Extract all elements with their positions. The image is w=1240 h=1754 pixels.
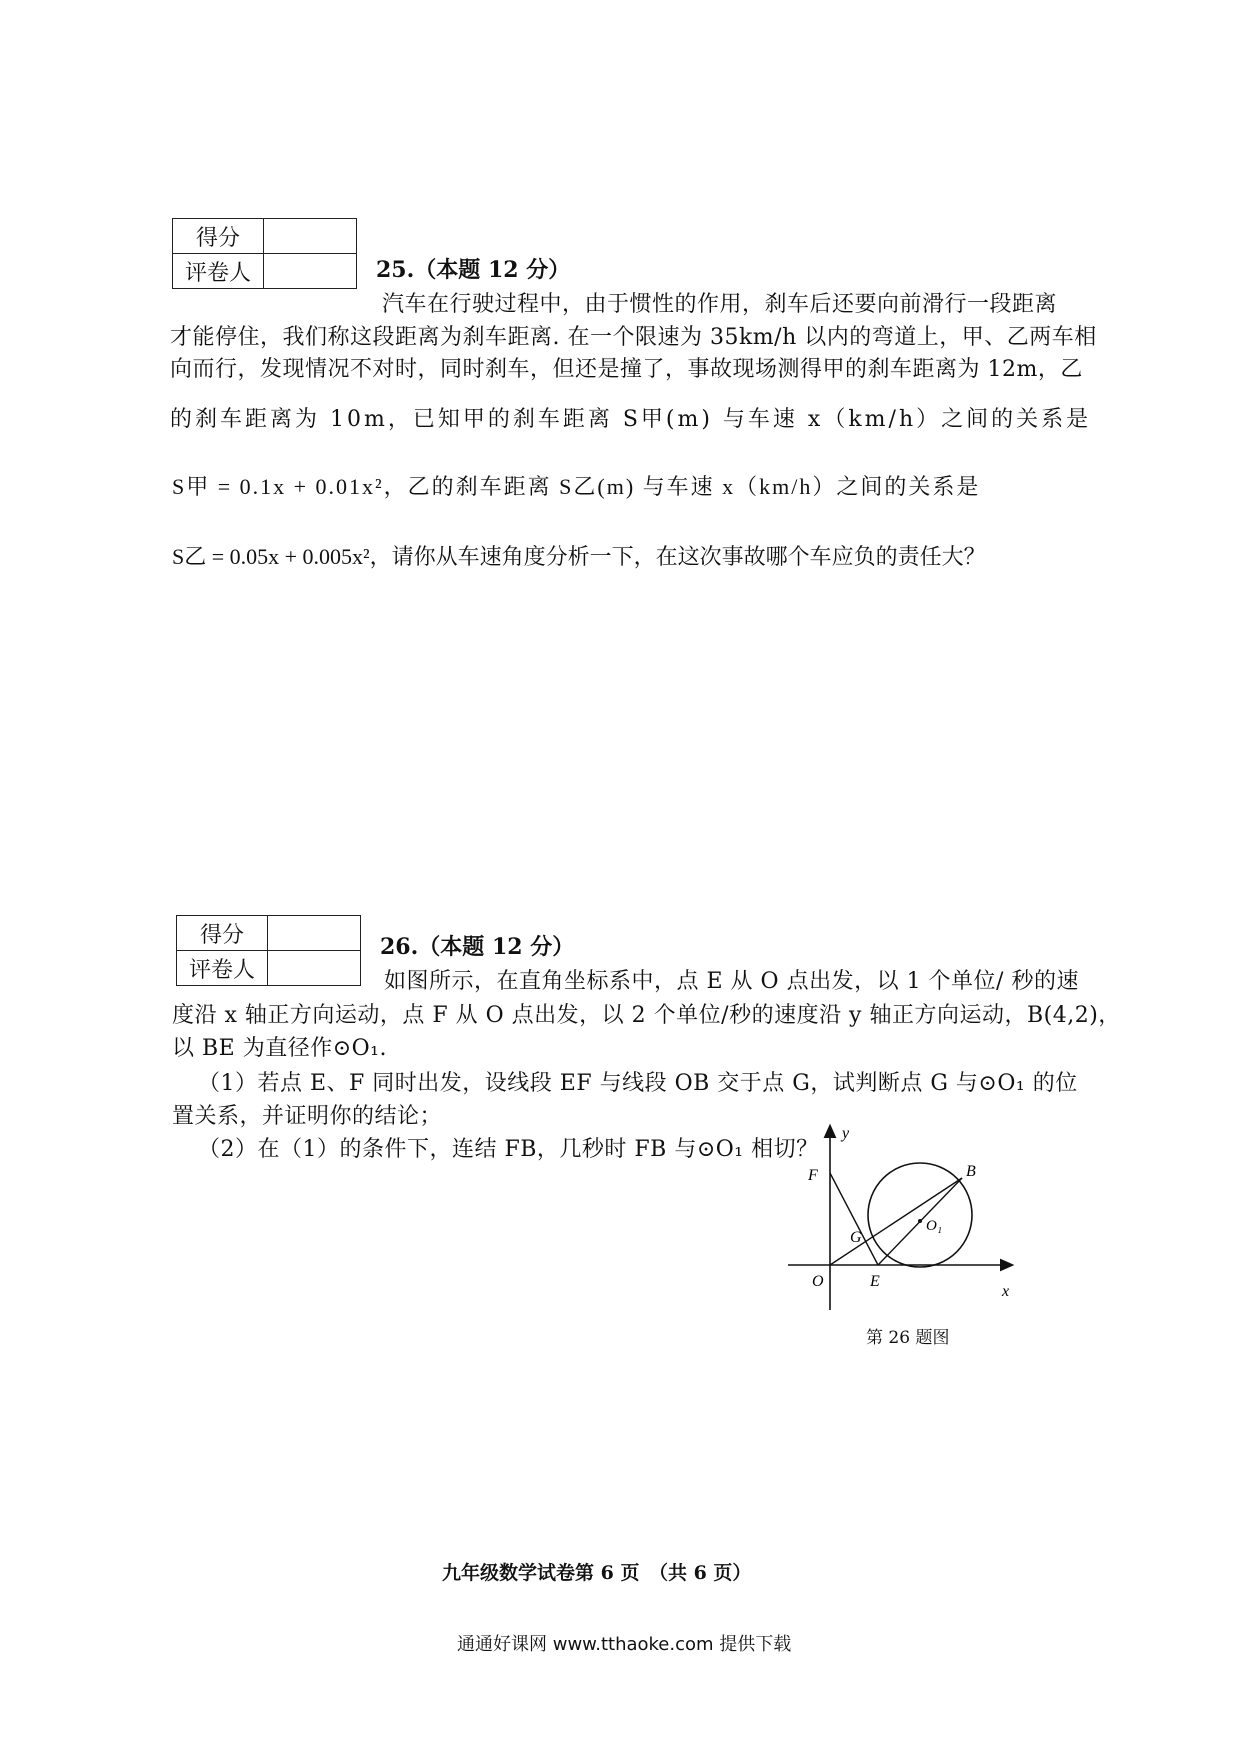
q26-number: 26. <box>380 934 419 960</box>
label-o: O <box>812 1273 824 1290</box>
q25-score-label: 得分 <box>173 219 264 254</box>
q26-line-6: （2）在（1）的条件下，连结 FB，几秒时 FB 与⊙O₁ 相切？ <box>198 1137 819 1162</box>
q26-figure-caption: 第 26 题图 <box>866 1328 950 1348</box>
circle-o1 <box>868 1163 972 1267</box>
q26-heading <box>380 930 574 961</box>
label-y: y <box>842 1125 850 1142</box>
label-o1: O₁ <box>926 1218 943 1234</box>
label-x: x <box>1002 1283 1010 1300</box>
label-e: E <box>870 1273 880 1290</box>
q25-line-6: S乙 = 0.05x + 0.005x²，请你从车速角度分析一下，在这次事故哪个车应负的责任大？ <box>172 544 986 569</box>
q25-line-1: 汽车在行驶过程中，由于惯性的作用，刹车后还要向前滑行一段距离 <box>382 292 1058 317</box>
q25-score-table <box>172 218 357 289</box>
q26-line-2: 度沿 x 轴正方向运动，点 F 从 O 点出发，以 2 个单位/秒的速度沿 y 轴正方向运动，B(4,2)， <box>172 1003 1121 1028</box>
q25-number: 25. <box>376 257 415 283</box>
q25-grader-cell <box>264 254 357 289</box>
q25-points: （本题 12 分） <box>414 257 571 283</box>
q25-grader-label: 评卷人 <box>173 254 264 289</box>
segment-ef <box>830 1173 878 1265</box>
q26-line-3: 以 BE 为直径作⊙O₁. <box>172 1036 387 1061</box>
label-b: B <box>966 1163 976 1180</box>
q26-line-5: 置关系，并证明你的结论； <box>172 1104 443 1129</box>
q25-line-5: S甲 = 0.1x + 0.01x²，乙的刹车距离 S乙(m) 与车速 x（km/h）之间的关系是 <box>172 474 981 499</box>
label-g: G <box>850 1229 862 1246</box>
q26-points: （本题 12 分） <box>418 934 575 960</box>
q26-score-cell <box>268 916 361 951</box>
q26-line-4: （1）若点 E、F 同时出发，设线段 EF 与线段 OB 交于点 G，试判断点 G 与⊙O₁ 的位 <box>198 1071 1078 1096</box>
q26-grader-label: 评卷人 <box>177 951 268 986</box>
q25-score-cell <box>264 219 357 254</box>
q26-line-1: 如图所示，在直角坐标系中，点 E 从 O 点出发，以 1 个单位/ 秒的速 <box>384 969 1079 994</box>
q25-line-3: 向而行，发现情况不对时，同时刹车，但还是撞了，事故现场测得甲的刹车距离为 12m，乙 <box>170 357 1083 382</box>
segment-ob <box>830 1178 962 1265</box>
q25-line-4: 的刹车距离为 10m，已知甲的刹车距离 S甲(m) 与车速 x（km/h）之间的关系是 <box>170 407 1092 432</box>
q26-score-table <box>176 915 361 986</box>
q26-score-label: 得分 <box>177 916 268 951</box>
q26-figure <box>780 1118 1020 1318</box>
q25-line-2: 才能停住，我们称这段距离为刹车距离. 在一个限速为 35km/h 以内的弯道上，甲、乙两车相 <box>170 325 1097 350</box>
label-f: F <box>808 1167 818 1184</box>
download-credit: 通通好课网 www.tthaoke.com 提供下载 <box>457 1634 792 1655</box>
q26-grader-cell <box>268 951 361 986</box>
point-o1 <box>918 1219 922 1223</box>
q25-heading <box>376 253 570 284</box>
page-footer: 九年级数学试卷第 6 页 （共 6 页） <box>442 1562 752 1584</box>
